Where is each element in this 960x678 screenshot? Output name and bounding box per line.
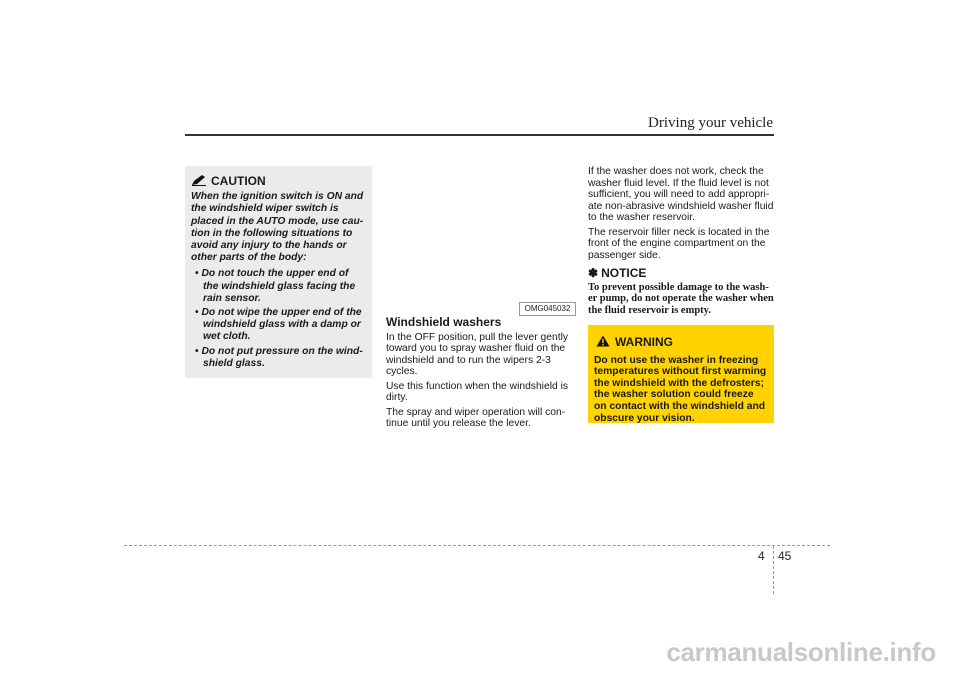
warning-text: Do not use the washer in freezing temperatures without first warming the windshield with the defrosters; the washer solution could freeze on contact with the windshield and obscure your vision. [594, 354, 767, 424]
caution-list [191, 268, 366, 370]
caution-item: • Do not put pressure on the wind- shield glass. [191, 346, 366, 370]
warning-triangle-icon [596, 335, 610, 350]
page-number: 45 [778, 549, 792, 563]
caution-item: • Do not wipe the upper end of the windshield glass with a damp or wet cloth. [191, 307, 366, 344]
caution-heading [191, 174, 366, 188]
notice-text: To prevent possible damage to the wash- er pump, do not operate the washer when the fluid reservoir is empty. [588, 281, 774, 316]
paragraph: The reservoir filler neck is located in the front of the engine compartment on the passenger side. [588, 226, 770, 261]
paragraph: If the washer does not work, check the washer fluid level. If the fluid level is not sufficient, you will need to add appropri- ate non-abrasive windshield washer fluid to the washer reservoir. [588, 166, 774, 223]
right-column [588, 166, 774, 319]
page-chapter-number: 4 [758, 549, 765, 563]
warning-title: WARNING [615, 334, 673, 349]
warning-box [588, 325, 774, 423]
section-heading: Windshield washers [386, 315, 502, 329]
warning-heading [596, 335, 768, 350]
caution-pencil-icon [191, 174, 207, 188]
windshield-washers-section [386, 317, 574, 433]
watermark: carmanualsonline.info [666, 637, 936, 667]
page-header-title: Driving your vehicle [648, 115, 773, 131]
caution-intro: When the ignition switch is ON and the windshield wiper switch is placed in the AUTO mode, use cau- tion in the following situations to avoid any injury to the hands or other parts of the body: [191, 191, 364, 264]
notice-asterisk-icon: ✽ [588, 266, 599, 280]
notice-title: NOTICE [601, 266, 647, 280]
caution-title: CAUTION [211, 174, 266, 188]
footer-dashed-rule [124, 545, 830, 546]
footer-vertical-rule [773, 546, 774, 594]
notice-heading [588, 268, 774, 280]
figure-code-label: OMG045032 [519, 302, 576, 316]
paragraph: The spray and wiper operation will con- tinue until you release the lever. [386, 406, 566, 429]
paragraph: Use this function when the windshield is dirty. [386, 380, 569, 403]
header-rule [185, 134, 774, 136]
paragraph: In the OFF position, pull the lever gently toward you to spray washer fluid on the windshield and to run the wipers 2-3 cycles. [386, 331, 569, 377]
caution-item: • Do not touch the upper end of the windshield glass facing the rain sensor. [191, 268, 366, 305]
caution-box [185, 166, 372, 378]
